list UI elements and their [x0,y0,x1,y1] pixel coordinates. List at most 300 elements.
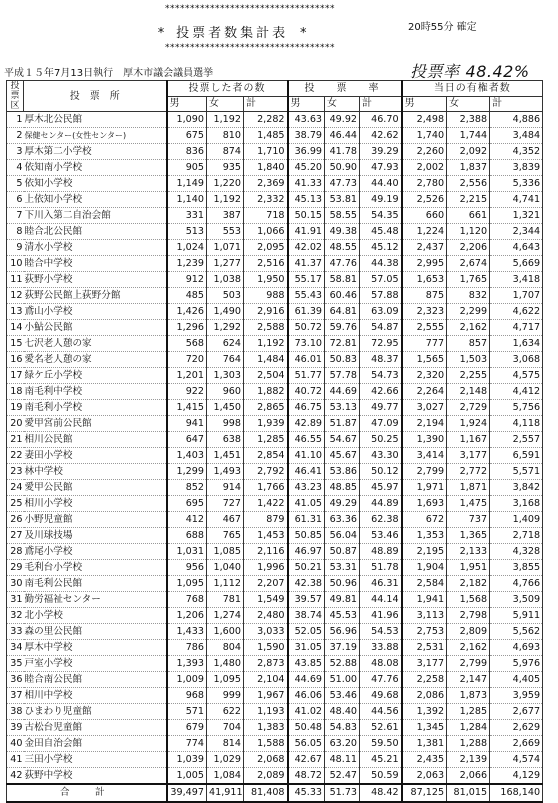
electors-male: 2,753 [402,624,447,640]
voted-total: 2,104 [244,672,288,688]
polling-place-name: 厚木中学校 [24,640,167,656]
electors-male: 1,353 [402,528,447,544]
electors-female: 2,162 [447,320,490,336]
voted-total: 1,453 [244,528,288,544]
rate-male: 36.99 [288,144,325,160]
polling-place-name: 荻野中学校 [24,768,167,785]
voted-female: 503 [207,288,244,304]
table-row [7,368,543,384]
voted-male: 568 [167,336,207,352]
header-electors-group: 当日の有権者数 [402,81,543,97]
header-electors-female: 女 [447,97,490,112]
rate-female: 63.36 [325,512,360,528]
table-row [7,544,543,560]
rate-female: 45.53 [325,608,360,624]
polling-place-name: 愛甲公民館 [24,480,167,496]
rate-total: 48.08 [360,656,402,672]
voted-total: 2,369 [244,176,288,192]
polling-place-name: 相川小学校 [24,496,167,512]
rate-total: 63.09 [360,304,402,320]
voted-female: 765 [207,528,244,544]
rate-female: 50.96 [325,576,360,592]
electors-male: 2,555 [402,320,447,336]
rate-female: 60.46 [325,288,360,304]
electors-male: 1,392 [402,704,447,720]
voted-male: 941 [167,416,207,432]
voted-total: 1,422 [244,496,288,512]
voted-total: 2,588 [244,320,288,336]
electors-female: 1,503 [447,352,490,368]
voted-female: 553 [207,224,244,240]
voted-male: 688 [167,528,207,544]
electors-female: 2,729 [447,400,490,416]
electors-female: 1,837 [447,160,490,176]
district-number: 14 [7,320,24,336]
electors-total: 4,766 [490,576,543,592]
voted-total: 2,516 [244,256,288,272]
electors-total: 4,118 [490,416,543,432]
electors-female: 1,285 [447,704,490,720]
polling-place-name: 相川中学校 [24,688,167,704]
electors-total: 1,321 [490,208,543,224]
voted-male: 1,206 [167,608,207,624]
voted-female: 1,493 [207,464,244,480]
polling-place-name: 毛利台小学校 [24,560,167,576]
voted-total: 1,549 [244,592,288,608]
voted-female: 781 [207,592,244,608]
polling-place-name: 緑ケ丘小学校 [24,368,167,384]
rate-female: 49.29 [325,496,360,512]
electors-female: 1,871 [447,480,490,496]
voted-total: 1,967 [244,688,288,704]
voted-female: 1,112 [207,576,244,592]
voted-male: 1,024 [167,240,207,256]
rate-male: 52.05 [288,624,325,640]
voted-female: 1,040 [207,560,244,576]
header-rate-female: 女 [325,97,360,112]
electors-female: 737 [447,512,490,528]
rate-male: 31.05 [288,640,325,656]
table-row [7,528,543,544]
rate-total: 44.38 [360,256,402,272]
electors-total: 2,669 [490,736,543,752]
voted-total: 1,193 [244,704,288,720]
electors-female: 2,255 [447,368,490,384]
rate-total: 41.96 [360,608,402,624]
district-number: 27 [7,528,24,544]
rate-total: 51.78 [360,560,402,576]
electors-female: 2,206 [447,240,490,256]
rate-total: 54.35 [360,208,402,224]
rate-male: 41.10 [288,448,325,464]
total-electors-total: 168,140 [490,784,543,802]
voted-male: 412 [167,512,207,528]
rate-total: 43.30 [360,448,402,464]
voted-male: 720 [167,352,207,368]
rate-female: 49.92 [325,112,360,128]
electors-total: 4,412 [490,384,543,400]
voted-male: 679 [167,720,207,736]
polling-place-name: 森の里公民館 [24,624,167,640]
voted-female: 1,274 [207,608,244,624]
electors-male: 2,260 [402,144,447,160]
rate-total: 44.14 [360,592,402,608]
voted-female: 467 [207,512,244,528]
electors-male: 2,435 [402,752,447,768]
header-voted-group: 投票した者の数 [167,81,288,97]
table-row [7,416,543,432]
electors-male: 2,323 [402,304,447,320]
electors-total: 3,168 [490,496,543,512]
district-number: 21 [7,432,24,448]
rate-male: 61.39 [288,304,325,320]
table-row [7,736,543,752]
voted-female: 1,220 [207,176,244,192]
voted-male: 675 [167,128,207,144]
electors-total: 1,634 [490,336,543,352]
voted-male: 1,239 [167,256,207,272]
voted-female: 810 [207,128,244,144]
voted-total: 1,383 [244,720,288,736]
polling-place-name: 清水小学校 [24,240,167,256]
district-number: 24 [7,480,24,496]
turnout-rate [404,59,530,82]
voted-male: 786 [167,640,207,656]
rate-total: 50.59 [360,768,402,785]
rate-total: 46.70 [360,112,402,128]
total-electors-male: 87,125 [402,784,447,802]
electors-female: 1,568 [447,592,490,608]
rate-total: 49.68 [360,688,402,704]
district-number: 8 [7,224,24,240]
voted-female: 1,480 [207,656,244,672]
district-number: 7 [7,208,24,224]
voted-female: 960 [207,384,244,400]
table-row [7,704,543,720]
polling-place-name: 林中学校 [24,464,167,480]
voted-male: 905 [167,160,207,176]
district-number: 18 [7,384,24,400]
polling-place-name: 小鮎公民館 [24,320,167,336]
electors-female: 2,674 [447,256,490,272]
header-voted-female: 女 [207,97,244,112]
rate-female: 72.81 [325,336,360,352]
rate-female: 50.87 [325,544,360,560]
electors-total: 3,855 [490,560,543,576]
electors-female: 1,475 [447,496,490,512]
rate-total: 50.25 [360,432,402,448]
rate-female: 52.88 [325,656,360,672]
district-number: 38 [7,704,24,720]
voted-total: 2,792 [244,464,288,480]
total-rate-male: 45.33 [288,784,325,802]
voted-total: 2,068 [244,752,288,768]
rate-total: 44.40 [360,176,402,192]
table-row [7,512,543,528]
rate-male: 50.85 [288,528,325,544]
electors-male: 1,390 [402,432,447,448]
voted-female: 1,192 [207,192,244,208]
electors-male: 660 [402,208,447,224]
rate-female: 48.40 [325,704,360,720]
table-row [7,384,543,400]
district-number: 41 [7,752,24,768]
voted-male: 1,095 [167,576,207,592]
voted-total: 988 [244,288,288,304]
rate-male: 46.75 [288,400,325,416]
turnout-value: 48.42% [465,62,530,81]
rate-total: 46.31 [360,576,402,592]
table-row [7,672,543,688]
polling-place-name: 依知南小学校 [24,160,167,176]
rate-total: 42.66 [360,384,402,400]
table-row [7,336,543,352]
polling-place-name: 戸室小学校 [24,656,167,672]
voted-total: 718 [244,208,288,224]
rate-female: 41.78 [325,144,360,160]
voted-female: 999 [207,688,244,704]
district-number: 36 [7,672,24,688]
table-row [7,400,543,416]
electors-total: 4,886 [490,112,543,128]
voted-male: 956 [167,560,207,576]
voted-female: 1,450 [207,400,244,416]
rate-female: 53.46 [325,688,360,704]
rate-male: 51.77 [288,368,325,384]
polling-place-name: 古松台児童館 [24,720,167,736]
rate-male: 42.67 [288,752,325,768]
table-row [7,752,543,768]
electors-male: 2,320 [402,368,447,384]
total-voted-total: 81,408 [244,784,288,802]
rate-male: 41.02 [288,704,325,720]
voted-total: 1,939 [244,416,288,432]
confirmed-time: 20時55分 確定 [408,22,477,33]
voted-male: 1,426 [167,304,207,320]
rate-male: 41.37 [288,256,325,272]
table-row [7,320,543,336]
polling-place-name: 厚木北公民館 [24,112,167,128]
district-number: 23 [7,464,24,480]
voted-male: 695 [167,496,207,512]
rate-female: 59.76 [325,320,360,336]
rate-female: 58.55 [325,208,360,224]
electors-male: 1,345 [402,720,447,736]
table-row [7,464,543,480]
header-rate-group: 投 票 率 [288,81,402,97]
polling-place-name: 睦合南公民館 [24,672,167,688]
voted-female: 1,277 [207,256,244,272]
rate-female: 56.04 [325,528,360,544]
voted-male: 774 [167,736,207,752]
voted-female: 1,451 [207,448,244,464]
electors-female: 2,799 [447,656,490,672]
electors-female: 1,924 [447,416,490,432]
voted-male: 485 [167,288,207,304]
rate-male: 50.48 [288,720,325,736]
rate-total: 47.76 [360,672,402,688]
table-row [7,592,543,608]
rate-total: 59.50 [360,736,402,752]
voted-male: 836 [167,144,207,160]
total-row [7,784,543,802]
voted-male: 768 [167,592,207,608]
voted-male: 852 [167,480,207,496]
electors-female: 2,388 [447,112,490,128]
electors-total: 5,669 [490,256,543,272]
voted-female: 764 [207,352,244,368]
rate-total: 45.12 [360,240,402,256]
rate-female: 47.73 [325,176,360,192]
header-stars-top: ********************************** [165,4,335,14]
voted-total: 1,710 [244,144,288,160]
rate-total: 47.09 [360,416,402,432]
electors-female: 2,162 [447,640,490,656]
rate-male: 50.72 [288,320,325,336]
district-number: 15 [7,336,24,352]
voted-total: 1,590 [244,640,288,656]
electors-male: 2,437 [402,240,447,256]
voted-female: 1,303 [207,368,244,384]
electors-male: 777 [402,336,447,352]
electors-female: 1,765 [447,272,490,288]
voted-male: 1,415 [167,400,207,416]
table-row [7,160,543,176]
rate-male: 41.33 [288,176,325,192]
total-electors-female: 81,015 [447,784,490,802]
rate-male: 43.63 [288,112,325,128]
electors-male: 3,027 [402,400,447,416]
table-row [7,624,543,640]
header-rate-male: 男 [288,97,325,112]
electors-male: 2,799 [402,464,447,480]
electors-total: 4,328 [490,544,543,560]
electors-total: 3,418 [490,272,543,288]
electors-total: 5,911 [490,608,543,624]
voted-total: 1,285 [244,432,288,448]
electors-total: 4,741 [490,192,543,208]
voted-total: 2,116 [244,544,288,560]
rate-male: 39.57 [288,592,325,608]
rate-total: 53.46 [360,528,402,544]
rate-total: 57.05 [360,272,402,288]
electors-female: 3,177 [447,448,490,464]
electors-total: 4,129 [490,768,543,785]
polling-place-name: 荻野公民館上荻野分館 [24,288,167,304]
rate-total: 49.77 [360,400,402,416]
electors-male: 2,995 [402,256,447,272]
district-number: 40 [7,736,24,752]
electors-male: 1,653 [402,272,447,288]
electors-female: 2,066 [447,768,490,785]
voted-female: 1,292 [207,320,244,336]
rate-female: 47.76 [325,256,360,272]
rate-total: 62.38 [360,512,402,528]
voted-total: 3,033 [244,624,288,640]
table-row [7,720,543,736]
rate-total: 50.12 [360,464,402,480]
polling-place-name: 七沢老人憩の家 [24,336,167,352]
voted-male: 1,393 [167,656,207,672]
electors-male: 2,194 [402,416,447,432]
rate-male: 61.31 [288,512,325,528]
polling-place-name: 睦合中学校 [24,256,167,272]
table-row [7,640,543,656]
table-row [7,656,543,672]
header-voted-male: 男 [167,97,207,112]
rate-female: 50.90 [325,160,360,176]
polling-place-name: 上依知小学校 [24,192,167,208]
voted-female: 874 [207,144,244,160]
rate-male: 46.06 [288,688,325,704]
voted-total: 2,207 [244,576,288,592]
electors-male: 2,258 [402,672,447,688]
voted-female: 387 [207,208,244,224]
district-number: 32 [7,608,24,624]
rate-male: 50.15 [288,208,325,224]
voted-female: 1,490 [207,304,244,320]
table-row [7,576,543,592]
polling-place-name: 下川入第二自治会館 [24,208,167,224]
electors-female: 2,299 [447,304,490,320]
header-district: 投票区 [7,81,24,112]
header-rate-total: 計 [360,97,402,112]
electors-male: 2,780 [402,176,447,192]
voted-female: 998 [207,416,244,432]
electors-male: 3,414 [402,448,447,464]
voted-total: 1,485 [244,128,288,144]
voted-total: 2,873 [244,656,288,672]
voted-total: 2,854 [244,448,288,464]
header-place: 投 票 所 [24,81,167,112]
rate-female: 64.81 [325,304,360,320]
district-number: 28 [7,544,24,560]
electors-total: 2,677 [490,704,543,720]
voted-female: 638 [207,432,244,448]
electors-total: 4,574 [490,752,543,768]
voted-male: 912 [167,272,207,288]
voted-total: 2,916 [244,304,288,320]
rate-male: 38.79 [288,128,325,144]
header-electors-male: 男 [402,97,447,112]
electors-male: 2,526 [402,192,447,208]
rate-total: 54.73 [360,368,402,384]
electors-total: 6,591 [490,448,543,464]
rate-male: 50.21 [288,560,325,576]
electors-total: 1,707 [490,288,543,304]
rate-total: 72.95 [360,336,402,352]
voted-male: 922 [167,384,207,400]
rate-female: 46.44 [325,128,360,144]
table-row [7,304,543,320]
table-row [7,272,543,288]
table-row [7,144,543,160]
voted-female: 1,038 [207,272,244,288]
polling-place-name: 妻田小学校 [24,448,167,464]
district-number: 5 [7,176,24,192]
rate-female: 48.55 [325,240,360,256]
turnout-label: 投票率 [410,62,460,81]
district-number: 20 [7,416,24,432]
electors-male: 3,113 [402,608,447,624]
electors-total: 3,484 [490,128,543,144]
voted-male: 513 [167,224,207,240]
electors-total: 4,693 [490,640,543,656]
electors-male: 1,941 [402,592,447,608]
electors-total: 4,622 [490,304,543,320]
table-row [7,448,543,464]
table-row [7,352,543,368]
